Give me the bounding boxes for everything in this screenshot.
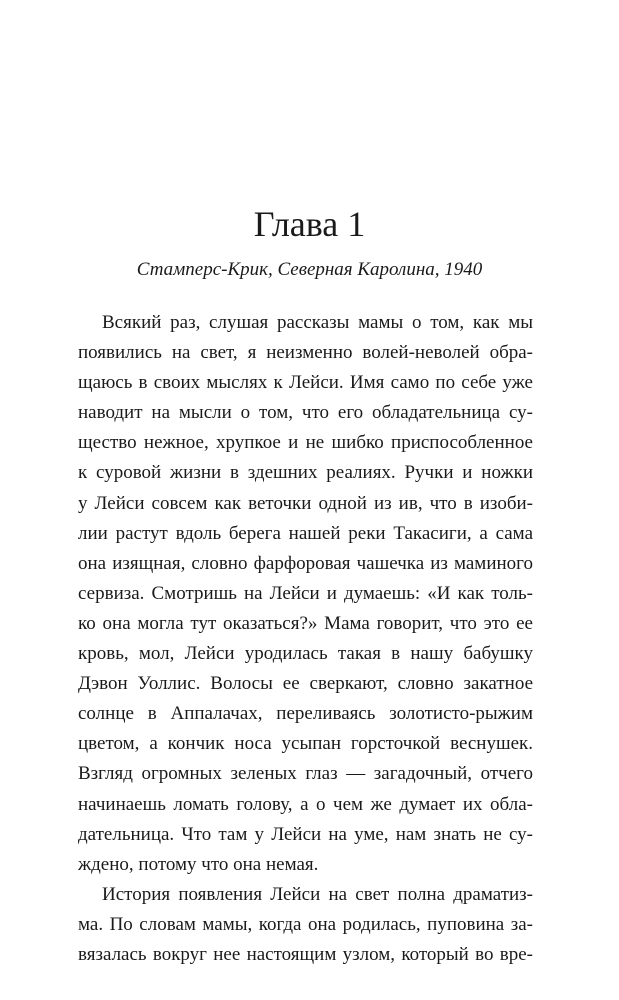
- chapter-body: [78, 308, 533, 970]
- text-line: ждено, потому что она немая.: [78, 853, 319, 875]
- text-line: сервиза. Смотришь на Лейси и думаешь: «И как толь-: [78, 582, 533, 604]
- text-line: ко она могла тут оказаться?» Мама говорит, что это ее: [78, 612, 533, 634]
- chapter-title: Глава 1: [253, 204, 366, 244]
- text-line: она изящная, словно фарфоровая чашечка из маминого: [78, 552, 533, 574]
- text-line: солнце в Аппалачах, переливаясь золотисто-рыжим: [78, 703, 533, 725]
- chapter-subtitle: Стамперс-Крик, Северная Каролина, 1940: [136, 259, 483, 280]
- text-line: дательница. Что там у Лейси на уме, нам знать не су-: [78, 823, 533, 845]
- text-line: Дэвон Уоллис. Волосы ее сверкают, словно закатное: [78, 673, 533, 695]
- text-line: Всякий раз, слушая рассказы мамы о том, как мы: [102, 312, 533, 333]
- text-line: История появления Лейси на свет полна драматиз-: [102, 883, 533, 905]
- text-line: вязалась вокруг нее настоящим узлом, который во вре-: [78, 943, 533, 965]
- text-line: щаюсь в своих мыслях к Лейси. Имя само по себе уже: [78, 372, 533, 394]
- text-line: кровь, мол, Лейси уродилась такая в нашу бабушку: [78, 643, 533, 665]
- text-line: появились на свет, я неизменно волей-неволей обра-: [78, 342, 533, 364]
- text-line: цветом, а кончик носа усыпан горсточкой веснушек.: [78, 733, 533, 755]
- text-line: ма. По словам мамы, когда она родилась, пуповина за-: [78, 913, 533, 935]
- text-line: лии растут вдоль берега нашей реки Такасиги, а сама: [78, 522, 533, 544]
- paragraph: [78, 880, 533, 970]
- text-line: щество нежное, хрупкое и не шибко приспособленное: [78, 432, 533, 454]
- text-line: Взгляд огромных зеленых глаз — загадочный, отчего: [78, 763, 533, 785]
- paragraph: [78, 308, 533, 880]
- text-line: к суровой жизни в здешних реалиях. Ручки и ножки: [78, 462, 533, 484]
- text-line: начинаешь ломать голову, а о чем же думает их обла-: [78, 793, 533, 815]
- text-line: у Лейси совсем как веточки одной из ив, что в изоби-: [78, 492, 533, 514]
- text-line: наводит на мысли о том, что его обладательница су-: [78, 402, 533, 424]
